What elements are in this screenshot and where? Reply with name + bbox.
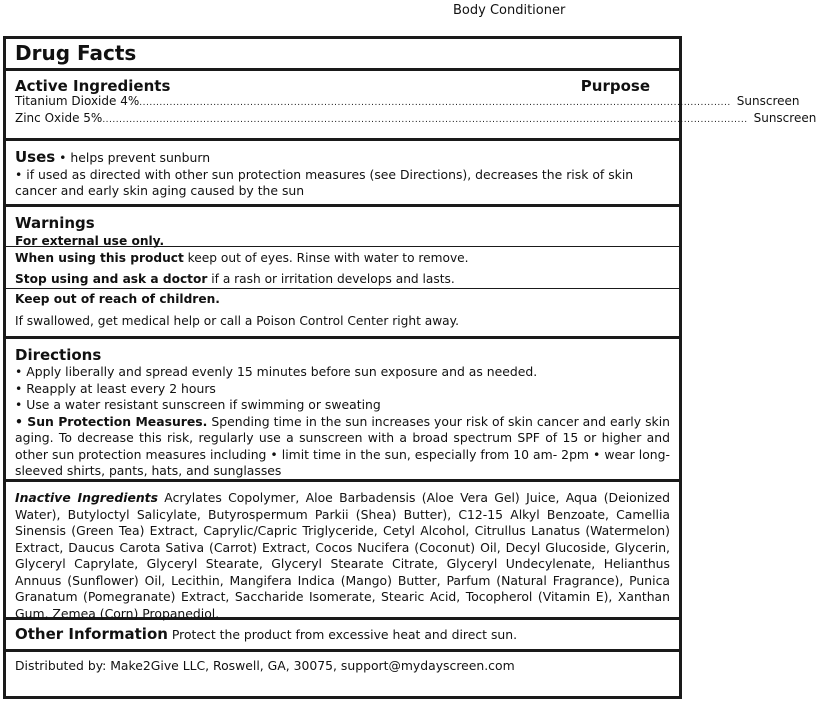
- inactive-ingredients-section: [6, 482, 679, 620]
- directions-heading: Directions: [15, 346, 102, 364]
- when-using-label: When using this product: [15, 251, 184, 265]
- warnings-header-section: [6, 207, 679, 247]
- uses-detail: • if used as directed with other sun protection measures (see Directions), decreases the risk of skin cancer and early skin aging caused by the sun: [15, 166, 634, 198]
- stop-using-text: if a rash or irritation develops and lasts.: [207, 271, 455, 286]
- distributor-text: Distributed by: Make2Give LLC, Roswell, GA, 30075, support@mydayscreen.com: [15, 658, 515, 673]
- when-using-text: keep out of eyes. Rinse with water to remove.: [183, 251, 469, 265]
- warnings-heading: Warnings: [15, 214, 95, 232]
- inactive-ingredients-text: Acrylates Copolymer, Aloe Barbadensis (Aloe Vera Gel) Juice, Aqua (Deionized Water), Butyloctyl Salicylate, Butyrospermum Parkii (Shea) Butter), C12-15 Alkyl Benzoate, Camellia Sinensis (Green Tea) Extract, Caprylic/Capric Triglyceride, Cetyl Alcohol, Citrullus Lanatus (Watermelon) Extract, Daucus Carota Sativa (Carrot) Extract, Cocos Nucifera (Coconut) Oil, Decyl Glucoside, Glycerin, Glyceryl Caprylate, Glyceryl Stearate, Glyceryl Stearate Citrate, Glyceryl Undecylenate, Helianthus Annuus (Sunflower) Oil, Lecithin, Mangifera Indica (Mango) Butter, Parfum (Natural Fragrance), Punica Granatum (Pomegranate) Extract, Saccharide Isomerate, Stearic Acid, Tocopherol (Vitamin E), Xanthan Gum, Zemea (Corn) Propanediol.: [15, 490, 671, 621]
- uses-section: [6, 141, 679, 207]
- directions-section: [6, 339, 679, 482]
- stop-using-label: Stop using and ask a doctor: [15, 271, 208, 286]
- active-ingredients-section: [6, 77, 816, 141]
- active-ingredient-purpose: Sunscreen: [753, 111, 816, 125]
- active-ingredient-row: [15, 94, 800, 111]
- directions-item: • Use a water resistant sunscreen if swimming or sweating: [15, 397, 381, 412]
- active-ingredients-heading: Active Ingredients: [15, 77, 171, 95]
- active-ingredient-name: Zinc Oxide 5%: [15, 111, 103, 125]
- active-ingredient-name: Titanium Dioxide 4%: [15, 94, 140, 108]
- when-using-section: [6, 247, 679, 289]
- external-use-warning: For external use only.: [15, 234, 165, 248]
- leader-dots: ................................................................................................................................................................................: [139, 98, 731, 108]
- children-warning-section: [6, 289, 679, 339]
- active-ingredient-row: [15, 111, 816, 128]
- uses-heading: Uses: [15, 148, 56, 166]
- product-name: Body Conditioner: [453, 3, 566, 18]
- other-information-text: Protect the product from excessive heat and direct sun.: [167, 627, 518, 642]
- purpose-heading: Purpose: [580, 77, 650, 95]
- if-swallowed: If swallowed, get medical help or call a Poison Control Center right away.: [15, 313, 459, 328]
- keep-out-of-reach: Keep out of reach of children.: [15, 292, 220, 306]
- other-information-section: [6, 620, 679, 652]
- sun-protection-text: Spending time in the sun increases your risk of skin cancer and early skin aging. To decrease this risk, regularly use a sunscreen with a broad spectrum SPF of 15 or higher and other sun protection measures including • limit time in the sun, especially from 10 am- 2pm • wear long-sleeved shirts, pants, hats, and sunglasses: [15, 413, 670, 478]
- drug-facts-title-row: [6, 39, 679, 71]
- sun-protection-label: • Sun Protection Measures.: [15, 413, 208, 429]
- drug-facts-panel: [3, 36, 816, 699]
- directions-item: • Apply liberally and spread evenly 15 minutes before sun exposure and as needed.: [15, 364, 538, 379]
- other-information-heading: Other Information: [15, 625, 168, 643]
- active-ingredient-purpose: Sunscreen: [736, 94, 800, 108]
- distributor-section: [6, 652, 679, 675]
- inactive-ingredients-label: Inactive Ingredients: [15, 490, 158, 505]
- drug-facts-title: Drug Facts: [15, 41, 137, 65]
- leader-dots: ................................................................................................................................................................................................: [102, 115, 748, 125]
- uses-lead: • helps prevent sunburn: [55, 150, 211, 165]
- directions-item: • Reapply at least every 2 hours: [15, 380, 216, 396]
